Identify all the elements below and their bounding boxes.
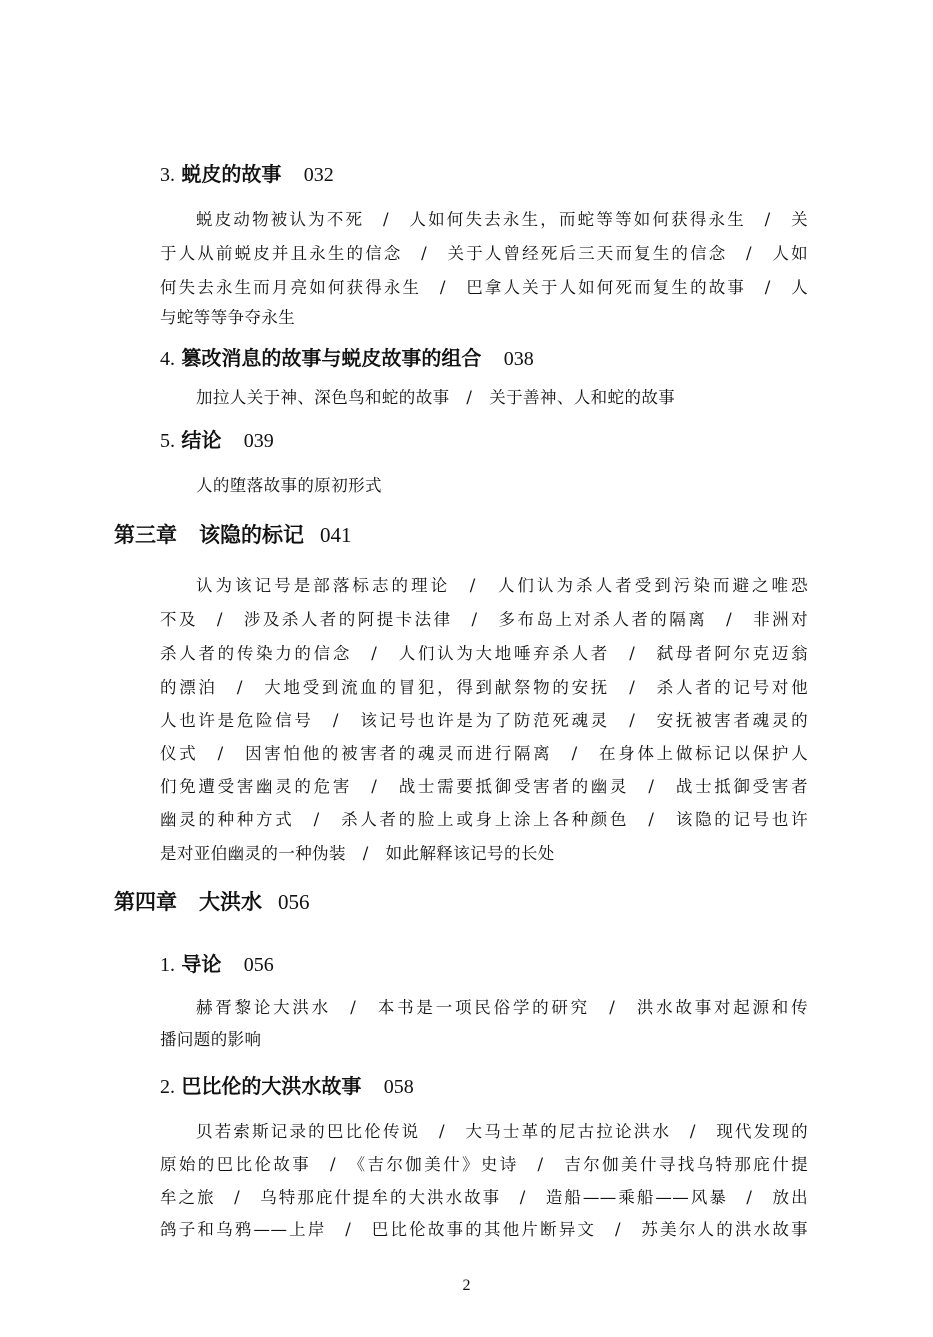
summary-line: 原始的巴比伦故事 / 《吉尔伽美什》史诗 / 吉尔伽美什寻找乌特那庇什提 xyxy=(160,1155,808,1174)
summary-line: 鸽子和乌鸦——上岸 / 巴比伦故事的其他片断异文 / 苏美尔人的洪水故事 xyxy=(160,1220,808,1239)
summary-line: 不及 / 涉及杀人者的阿提卡法律 / 多布岛上对杀人者的隔离 / 非洲对 xyxy=(160,610,808,629)
section-number: 1. xyxy=(160,954,175,976)
section-heading xyxy=(160,424,274,453)
section-number: 5. xyxy=(160,430,175,452)
section-heading xyxy=(160,1070,414,1099)
chapter-heading xyxy=(114,519,352,549)
summary-line: 杀人者的传染力的信念 / 人们认为大地唾弃杀人者 / 弑母者阿尔克迈翁 xyxy=(160,644,808,663)
summary-line: 贝若索斯记录的巴比伦传说 / 大马士革的尼古拉论洪水 / 现代发现的 xyxy=(196,1122,808,1141)
chapter-page: 041 xyxy=(320,523,352,547)
section-title: 蜕皮的故事 xyxy=(181,162,282,186)
section-title: 篡改消息的故事与蜕皮故事的组合 xyxy=(181,346,482,370)
summary-line: 牟之旅 / 乌特那庇什提牟的大洪水故事 / 造船——乘船——风暴 / 放出 xyxy=(160,1188,808,1207)
section-heading xyxy=(160,342,534,371)
summary-line: 们免遭受害幽灵的危害 / 战士需要抵御受害者的幽灵 / 战士抵御受害者 xyxy=(160,777,808,796)
section-heading xyxy=(160,158,334,187)
summary-line: 于人从前蜕皮并且永生的信念 / 关于人曾经死后三天而复生的信念 / 人如 xyxy=(160,244,808,263)
summary-line: 与蛇等等争夺永生 xyxy=(160,308,296,327)
section-number: 4. xyxy=(160,348,175,370)
section-number: 3. xyxy=(160,164,175,186)
section-page: 038 xyxy=(503,348,534,370)
summary-line: 是对亚伯幽灵的一种伪装 / 如此解释该记号的长处 xyxy=(160,844,555,863)
section-page: 058 xyxy=(383,1076,414,1098)
chapter-title: 该隐的标记 xyxy=(199,523,304,547)
section-page: 039 xyxy=(243,430,274,452)
section-title: 导论 xyxy=(181,952,222,976)
chapter-number: 第三章 xyxy=(114,523,177,547)
summary-line: 何失去永生而月亮如何获得永生 / 巴拿人关于人如何死而复生的故事 / 人 xyxy=(160,278,808,297)
chapter-number: 第四章 xyxy=(114,890,177,914)
summary-line: 人也许是危险信号 / 该记号也许是为了防范死魂灵 / 安抚被害者魂灵的 xyxy=(160,711,808,730)
section-title: 巴比伦的大洪水故事 xyxy=(181,1074,362,1098)
section-title: 结论 xyxy=(181,428,222,452)
chapter-title: 大洪水 xyxy=(199,890,262,914)
summary-line: 人的堕落故事的原初形式 xyxy=(196,476,382,495)
chapter-heading xyxy=(114,886,310,916)
summary-line: 仪式 / 因害怕他的被害者的魂灵而进行隔离 / 在身体上做标记以保护人 xyxy=(160,744,808,763)
section-heading xyxy=(160,948,274,977)
summary-line: 加拉人关于神、深色鸟和蛇的故事 / 关于善神、人和蛇的故事 xyxy=(196,388,676,407)
section-page: 032 xyxy=(303,164,334,186)
section-page: 056 xyxy=(243,954,274,976)
summary-line: 播问题的影响 xyxy=(160,1030,262,1049)
summary-line: 赫胥黎论大洪水 / 本书是一项民俗学的研究 / 洪水故事对起源和传 xyxy=(196,998,808,1017)
section-number: 2. xyxy=(160,1076,175,1098)
summary-line: 认为该记号是部落标志的理论 / 人们认为杀人者受到污染而避之唯恐 xyxy=(196,576,808,595)
chapter-page: 056 xyxy=(278,890,310,914)
summary-line: 的漂泊 / 大地受到流血的冒犯，得到献祭物的安抚 / 杀人者的记号对他 xyxy=(160,678,808,697)
summary-line: 幽灵的种种方式 / 杀人者的脸上或身上涂上各种颜色 / 该隐的记号也许 xyxy=(160,810,808,829)
summary-line: 蜕皮动物被认为不死 / 人如何失去永生，而蛇等等如何获得永生 / 关 xyxy=(196,210,808,229)
page-number: 2 xyxy=(462,1277,471,1294)
